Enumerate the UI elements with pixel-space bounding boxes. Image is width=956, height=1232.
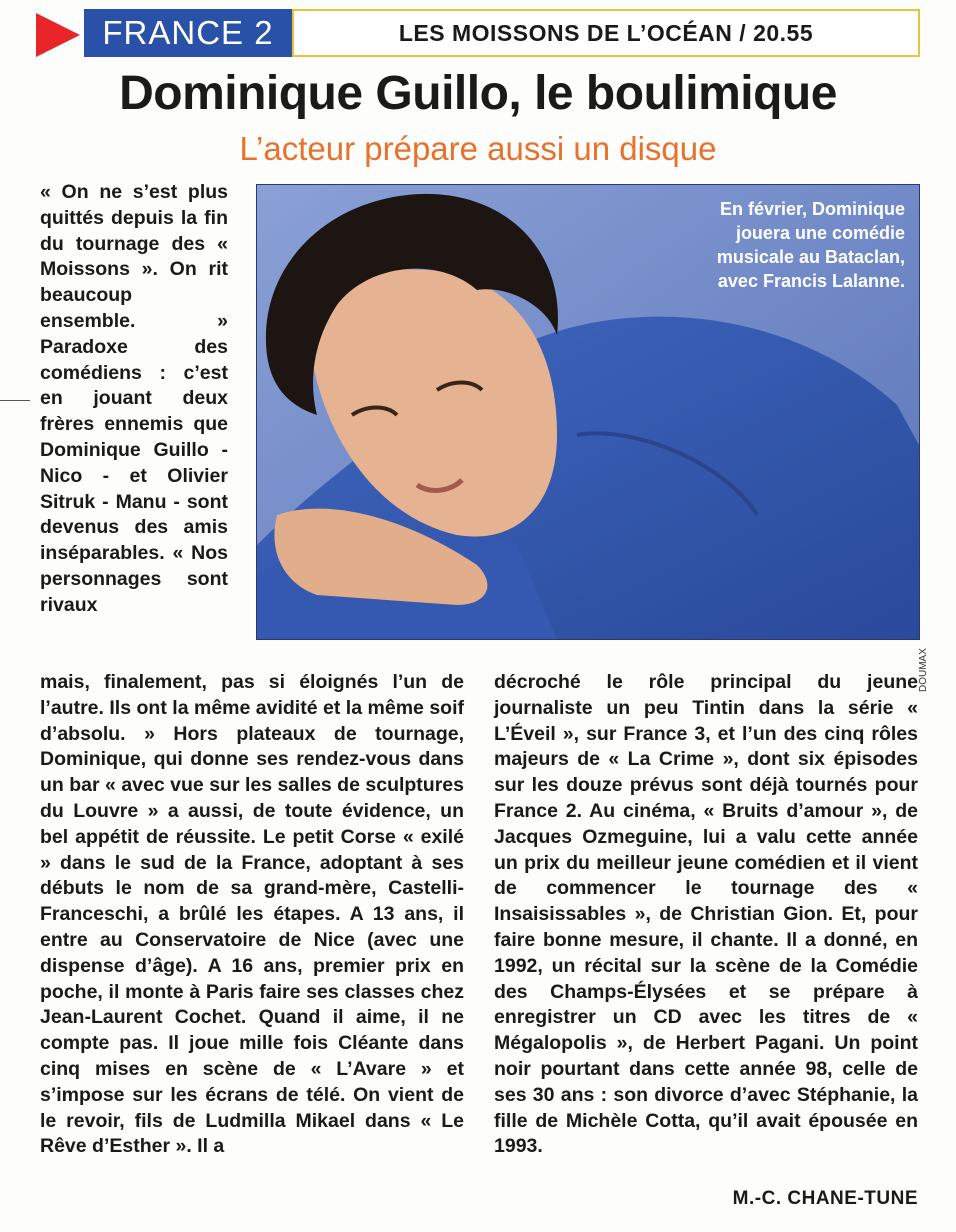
article-column-right: décroché le rôle principal du jeune journaliste un peu Tintin dans la série « L’Éveil », sur France 3, et l’un des cinq rôles majeurs de « La Crime », dont six épisodes sur les douze prévus sont déjà tournés pour France 2. Au cinéma, « Bruits d’amour », de Jacques Ozmeguine, lui a valu cette année un prix du meilleur jeune comédien et il vient de commencer le tournage des « Insaisissables », de Christian Gion. Et, pour faire bonne mesure, il chante. Il a donné, en 1992, un récital sur la scène de la Comédie des Champs-Élysées et se prépare à enregistrer un CD avec les titres de « Mégalopolis », de Herbert Pagani. Un point noir pourtant dans cette année 98, celle de ses 30 ans : son divorce d’avec Stéphanie, la fille de Michèle Cotta, qu’il avait épousée en 1993. [494,671,918,1158]
play-arrow-icon [36,13,80,57]
headline: Dominique Guillo, le boulimique [119,67,837,120]
margin-mark [0,400,30,401]
article-column-narrow: « On ne s’est plus quittés depuis la fin du tournage des « Moissons ». On rit beaucoup ensemble. » Paradoxe des comédiens : c’est en jouant deux frères ennemis que Dominique Guillo - Nico - et Olivier Sitruk - Manu - sont devenus des amis inséparables. « Nos personnages sont rivaux [40,181,228,616]
byline: M.-C. CHANE-TUNE [732,1188,918,1209]
header-band [36,9,920,59]
program-title: LES MOISSONS DE L’OCÉAN / 20.55 [292,9,920,57]
photo-caption: En février, Dominique jouera une comédie musicale au Bataclan, avec Francis Lalanne. [716,199,905,291]
channel-label: FRANCE 2 [84,9,292,57]
subheadline: L’acteur prépare aussi un disque [239,130,717,167]
article-column-left: mais, finalement, pas si éloignés l’un de l’autre. Ils ont la même avidité et la même soif d’absolu. » Hors plateaux de tournage, Dominique, qui donne ses rendez-vous dans un bar « avec vue sur les salles de sculptures du Louvre » a aussi, de toute évidence, un bel appétit de réussite. Le petit Corse « exilé » dans le sud de la France, adoptant à ses débuts le nom de sa grand-mère, Castelli-Franceschi, a brûlé les étapes. A 13 ans, il entre au Conservatoire de Nice (avec une dispense d’âge). A 16 ans, premier prix en poche, il monte à Paris faire ses classes chez Jean-Laurent Cochet. Quand il aime, il ne compte pas. Il joue mille fois Cléante dans cinq mises en scène de « L’Avare » et s’impose sur les écrans de télé. On vient de le revoir, fils de Ludmilla Mikael dans « Le Rêve d’Esther ». Il a [40,671,464,1158]
portrait-photo [256,184,920,640]
photo-credit: DOUMAX [918,648,929,692]
